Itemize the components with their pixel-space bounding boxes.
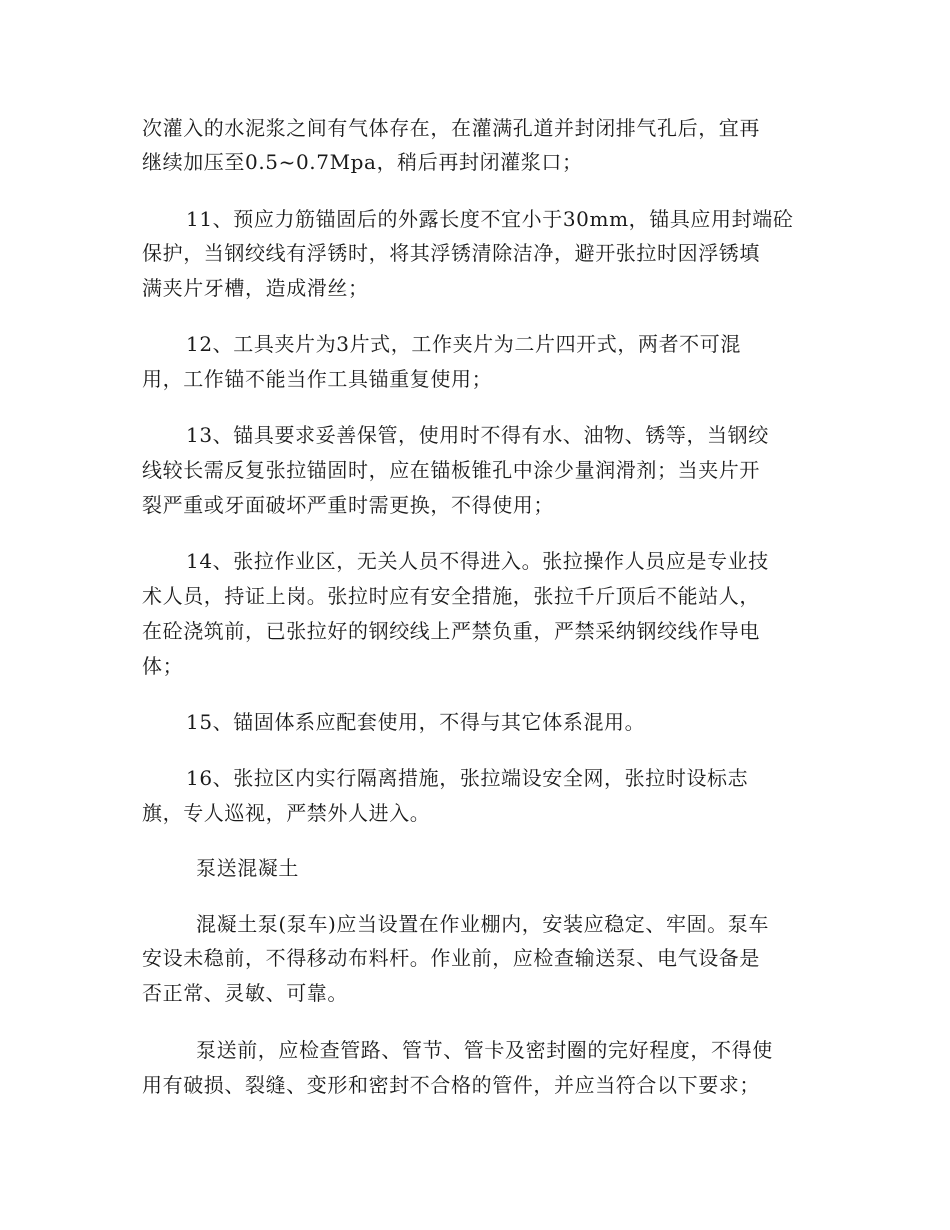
text-line: 保护，当钢绞线有浮锈时，将其浮锈清除洁净，避开张拉时因浮锈填 [142, 241, 760, 265]
section-heading: 泵送混凝土 [196, 856, 299, 880]
text-line: 混凝土泵(泵车)应当设置在作业棚内，安装应稳定、牢固。泵车 [196, 912, 770, 936]
text-line: 15、锚固体系应配套使用，不得与其它体系混用。 [186, 710, 646, 734]
text-line: 用，工作锚不能当作工具锚重复使用； [142, 367, 493, 391]
text-line: 否正常、灵敏、可靠。 [142, 981, 348, 1005]
text-line: 旗，专人巡视，严禁外人进入。 [142, 801, 431, 825]
text-line: 16、张拉区内实行隔离措施，张拉端设安全网，张拉时设标志 [186, 766, 749, 790]
text-line: 术人员，持证上岗。张拉时应有安全措施，张拉千斤顶后不能站人， [142, 584, 760, 608]
text-line: 次灌入的水泥浆之间有气体存在，在灌满孔道并封闭排气孔后，宜再 [142, 116, 760, 140]
text-line: 12、工具夹片为3片式，工作夹片为二片四开式，两者不可混 [186, 332, 741, 356]
text-line: 14、张拉作业区，无关人员不得进入。张拉操作人员应是专业技 [186, 549, 769, 573]
text-line: 13、锚具要求妥善保管，使用时不得有水、油物、锈等，当钢绞 [186, 423, 769, 447]
text-line: 在砼浇筑前，已张拉好的钢绞线上严禁负重，严禁采纳钢绞线作导电 [142, 619, 760, 643]
text-line: 泵送前，应检查管路、管节、管卡及密封圈的完好程度，不得使 [196, 1038, 773, 1062]
text-line: 裂严重或牙面破坏严重时需更换，不得使用； [142, 493, 554, 517]
text-line: 11、预应力筋锚固后的外露长度不宜小于30mm，锚具应用封端砼 [186, 207, 794, 231]
text-line: 满夹片牙槽，造成滑丝； [142, 276, 369, 300]
text-line: 安设未稳前，不得移动布料杆。作业前，应检查输送泵、电气设备是 [142, 946, 760, 970]
text-line: 线较长需反复张拉锚固时，应在锚板锥孔中涂少量润滑剂；当夹片开 [142, 458, 760, 482]
text-line: 继续加压至0.5~0.7Mpa，稍后再封闭灌浆口； [142, 150, 583, 174]
text-line: 体； [142, 654, 184, 678]
text-line: 用有破损、裂缝、变形和密封不合格的管件，并应当符合以下要求； [142, 1073, 760, 1097]
